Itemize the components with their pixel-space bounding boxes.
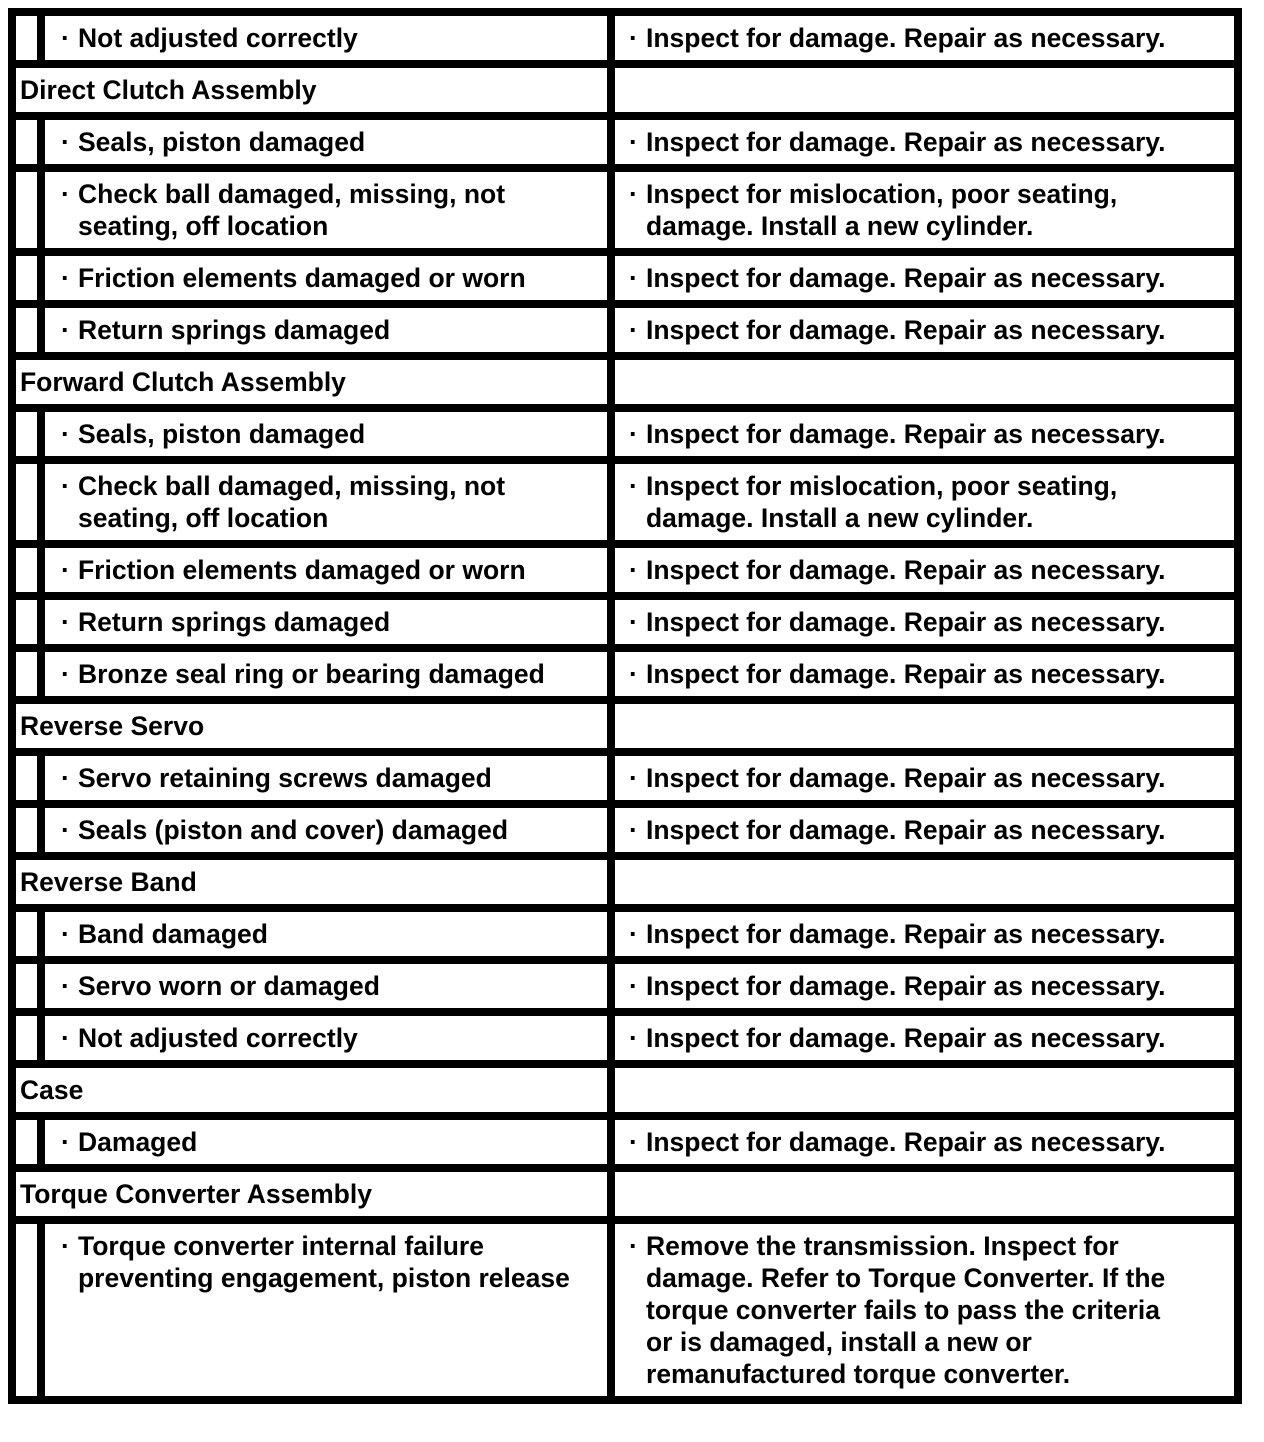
section-header-row — [12, 700, 1238, 752]
action-cell — [611, 804, 1238, 856]
table-row — [12, 1116, 1238, 1168]
bullet-dot: · — [61, 1023, 70, 1053]
table-row — [12, 168, 1238, 252]
table-row — [12, 408, 1238, 460]
indent-gutter-cell — [12, 752, 41, 804]
condition-text: Seals, piston damaged — [78, 419, 366, 449]
bullet-dot: · — [61, 971, 70, 1001]
indent-gutter-cell — [12, 252, 41, 304]
bullet-dot: · — [629, 763, 638, 793]
bullet-dot: · — [629, 1231, 638, 1261]
indent-gutter-cell — [12, 460, 41, 544]
indent-gutter-cell — [12, 908, 41, 960]
action-text: Inspect for mislocation, poor seating, damage. Install a new cylinder. — [646, 179, 1118, 241]
action-cell — [611, 544, 1238, 596]
bullet-dot: · — [61, 23, 70, 53]
bullet-dot: · — [629, 815, 638, 845]
condition-cell — [41, 752, 611, 804]
bullet-dot: · — [629, 471, 638, 501]
action-cell — [611, 460, 1238, 544]
action-text: Inspect for damage. Repair as necessary. — [646, 23, 1166, 53]
action-text: Inspect for damage. Repair as necessary. — [646, 1023, 1166, 1053]
action-cell — [611, 168, 1238, 252]
bullet-dot: · — [61, 419, 70, 449]
action-text: Inspect for damage. Repair as necessary. — [646, 555, 1166, 585]
condition-cell — [41, 596, 611, 648]
table-row — [12, 460, 1238, 544]
bullet-dot: · — [629, 607, 638, 637]
action-cell — [611, 116, 1238, 168]
condition-text: Damaged — [78, 1127, 198, 1157]
bullet-dot: · — [629, 419, 638, 449]
indent-gutter-cell — [12, 168, 41, 252]
action-text: Inspect for damage. Repair as necessary. — [646, 1127, 1166, 1157]
condition-cell — [41, 304, 611, 356]
indent-gutter-cell — [12, 544, 41, 596]
bullet-dot: · — [61, 1127, 70, 1157]
indent-gutter-cell — [12, 116, 41, 168]
section-header-row — [12, 1168, 1238, 1220]
condition-cell — [41, 1220, 611, 1400]
bullet-dot: · — [61, 919, 70, 949]
indent-gutter-cell — [12, 304, 41, 356]
section-title: Forward Clutch Assembly — [12, 356, 611, 408]
condition-text: Not adjusted correctly — [78, 23, 358, 53]
bullet-dot: · — [629, 127, 638, 157]
table-row — [12, 648, 1238, 700]
bullet-dot: · — [61, 127, 70, 157]
action-cell — [611, 752, 1238, 804]
action-cell — [611, 1116, 1238, 1168]
bullet-dot: · — [629, 263, 638, 293]
action-text: Inspect for damage. Repair as necessary. — [646, 919, 1166, 949]
section-title: Reverse Servo — [12, 700, 611, 752]
section-empty-cell — [611, 1064, 1238, 1116]
table-row — [12, 596, 1238, 648]
condition-text: Servo worn or damaged — [78, 971, 380, 1001]
table-row — [12, 544, 1238, 596]
bullet-dot: · — [629, 315, 638, 345]
condition-text: Return springs damaged — [78, 315, 391, 345]
action-cell — [611, 1012, 1238, 1064]
section-empty-cell — [611, 700, 1238, 752]
bullet-dot: · — [61, 607, 70, 637]
section-empty-cell — [611, 1168, 1238, 1220]
section-header-row — [12, 856, 1238, 908]
condition-text: Friction elements damaged or worn — [78, 555, 526, 585]
diagnostic-table — [8, 8, 1242, 1404]
condition-cell — [41, 804, 611, 856]
condition-text: Bronze seal ring or bearing damaged — [78, 659, 545, 689]
action-cell — [611, 252, 1238, 304]
bullet-dot: · — [629, 179, 638, 209]
action-cell — [611, 648, 1238, 700]
indent-gutter-cell — [12, 408, 41, 460]
table-row — [12, 1220, 1238, 1400]
indent-gutter-cell — [12, 648, 41, 700]
condition-cell — [41, 168, 611, 252]
section-title: Torque Converter Assembly — [12, 1168, 611, 1220]
table-row — [12, 908, 1238, 960]
condition-cell — [41, 648, 611, 700]
section-empty-cell — [611, 856, 1238, 908]
action-text: Inspect for damage. Repair as necessary. — [646, 607, 1166, 637]
indent-gutter-cell — [12, 1220, 41, 1400]
action-text: Inspect for damage. Repair as necessary. — [646, 263, 1166, 293]
bullet-dot: · — [629, 555, 638, 585]
table-row — [12, 116, 1238, 168]
action-cell — [611, 1220, 1238, 1400]
indent-gutter-cell — [12, 12, 41, 64]
bullet-dot: · — [61, 315, 70, 345]
bullet-dot: · — [61, 1231, 70, 1261]
action-text: Inspect for damage. Repair as necessary. — [646, 659, 1166, 689]
bullet-dot: · — [61, 471, 70, 501]
bullet-dot: · — [61, 179, 70, 209]
bullet-dot: · — [61, 815, 70, 845]
bullet-dot: · — [629, 1023, 638, 1053]
bullet-dot: · — [629, 971, 638, 1001]
bullet-dot: · — [629, 1127, 638, 1157]
indent-gutter-cell — [12, 1012, 41, 1064]
table-row — [12, 804, 1238, 856]
section-title: Case — [12, 1064, 611, 1116]
action-cell — [611, 12, 1238, 64]
indent-gutter-cell — [12, 804, 41, 856]
action-cell — [611, 408, 1238, 460]
bullet-dot: · — [629, 23, 638, 53]
condition-cell — [41, 116, 611, 168]
bullet-dot: · — [629, 919, 638, 949]
section-title: Direct Clutch Assembly — [12, 64, 611, 116]
action-text: Inspect for damage. Repair as necessary. — [646, 971, 1166, 1001]
section-header-row — [12, 356, 1238, 408]
bullet-dot: · — [61, 659, 70, 689]
condition-cell — [41, 408, 611, 460]
condition-text: Servo retaining screws damaged — [78, 763, 492, 793]
condition-text: Seals, piston damaged — [78, 127, 366, 157]
condition-text: Torque converter internal failure preventing engagement, piston release — [78, 1231, 570, 1293]
indent-gutter-cell — [12, 596, 41, 648]
condition-cell — [41, 12, 611, 64]
action-text: Remove the transmission. Inspect for damage. Refer to Torque Converter. If the torque converter fails to pass the criteria or is damaged, install a new or remanufactured torque converter. — [646, 1231, 1166, 1389]
condition-text: Band damaged — [78, 919, 268, 949]
condition-cell — [41, 460, 611, 544]
action-text: Inspect for damage. Repair as necessary. — [646, 763, 1166, 793]
table-row — [12, 1012, 1238, 1064]
action-text: Inspect for damage. Repair as necessary. — [646, 315, 1166, 345]
action-text: Inspect for damage. Repair as necessary. — [646, 127, 1166, 157]
section-header-row — [12, 1064, 1238, 1116]
action-text: Inspect for damage. Repair as necessary. — [646, 815, 1166, 845]
table-row — [12, 752, 1238, 804]
indent-gutter-cell — [12, 1116, 41, 1168]
condition-cell — [41, 960, 611, 1012]
action-cell — [611, 596, 1238, 648]
condition-text: Check ball damaged, missing, not seating, off location — [78, 179, 506, 241]
section-empty-cell — [611, 356, 1238, 408]
table-row — [12, 12, 1238, 64]
condition-text: Not adjusted correctly — [78, 1023, 358, 1053]
table-row — [12, 252, 1238, 304]
action-cell — [611, 960, 1238, 1012]
condition-text: Check ball damaged, missing, not seating, off location — [78, 471, 506, 533]
table-row — [12, 304, 1238, 356]
condition-cell — [41, 1012, 611, 1064]
condition-cell — [41, 544, 611, 596]
indent-gutter-cell — [12, 960, 41, 1012]
action-cell — [611, 304, 1238, 356]
bullet-dot: · — [61, 555, 70, 585]
action-text: Inspect for mislocation, poor seating, damage. Install a new cylinder. — [646, 471, 1118, 533]
condition-text: Return springs damaged — [78, 607, 391, 637]
action-text: Inspect for damage. Repair as necessary. — [646, 419, 1166, 449]
table-row — [12, 960, 1238, 1012]
condition-cell — [41, 252, 611, 304]
action-cell — [611, 908, 1238, 960]
diagnostic-table-body — [12, 12, 1238, 1400]
condition-text: Seals (piston and cover) damaged — [78, 815, 509, 845]
section-empty-cell — [611, 64, 1238, 116]
bullet-dot: · — [629, 659, 638, 689]
bullet-dot: · — [61, 263, 70, 293]
section-header-row — [12, 64, 1238, 116]
section-title: Reverse Band — [12, 856, 611, 908]
condition-cell — [41, 908, 611, 960]
bullet-dot: · — [61, 763, 70, 793]
condition-cell — [41, 1116, 611, 1168]
condition-text: Friction elements damaged or worn — [78, 263, 526, 293]
